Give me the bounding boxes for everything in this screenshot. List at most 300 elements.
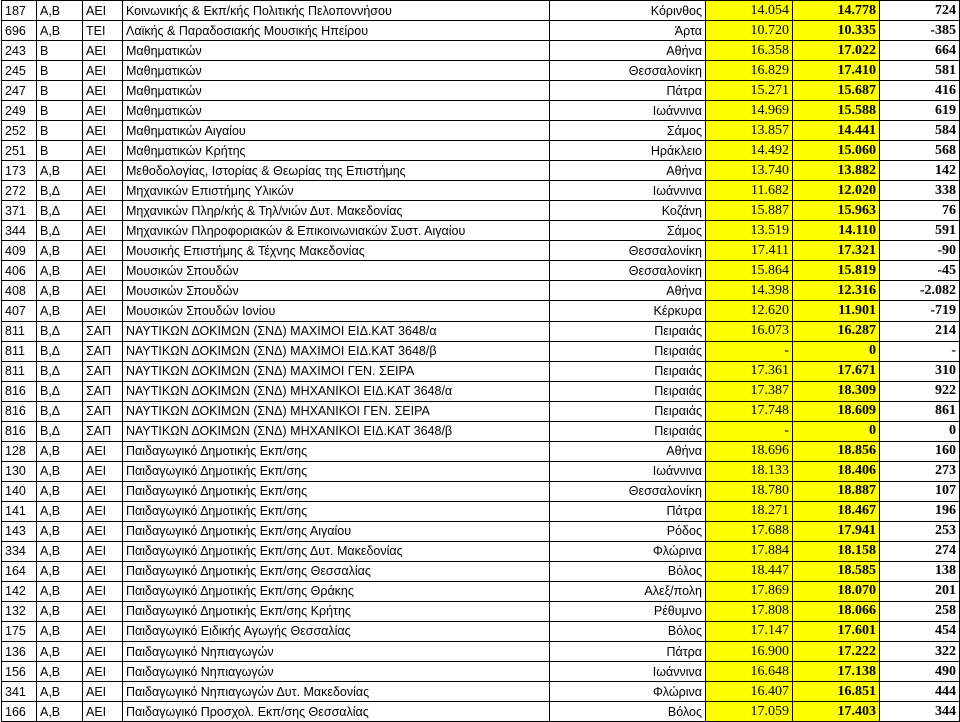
code-cell: 406 [2,261,37,281]
score-difference-cell: 160 [880,441,960,461]
score-difference-cell: 490 [880,662,960,682]
score-difference-cell: 922 [880,381,960,401]
base-score-current-cell: 17.403 [793,702,880,722]
city-cell: Ιωάννινα [550,662,706,682]
score-difference-cell: 214 [880,321,960,341]
base-score-current-cell: 18.158 [793,541,880,561]
group-cell: Α,Β [37,682,83,702]
table-row [2,481,960,501]
base-score-previous-cell: 18.271 [706,501,793,521]
institution-type-cell: ΤΕΙ [83,21,123,41]
department-cell: Κοινωνικής & Εκπ/κής Πολιτικής Πελοποννήσου [123,1,550,21]
code-cell: 243 [2,41,37,61]
score-difference-cell: 584 [880,121,960,141]
group-cell: Α,Β [37,301,83,321]
department-cell: Μαθηματικών [123,41,550,61]
code-cell: 245 [2,61,37,81]
score-difference-cell: 76 [880,201,960,221]
score-difference-cell: 568 [880,141,960,161]
code-cell: 811 [2,321,37,341]
institution-type-cell: ΑΕΙ [83,61,123,81]
city-cell: Πάτρα [550,81,706,101]
department-cell: ΝΑΥΤΙΚΩΝ ΔΟΚΙΜΩΝ (ΣΝΔ) ΜΗΧΑΝΙΚΟΙ ΕΙΔ.ΚΑΤ 3648/α [123,381,550,401]
city-cell: Αθήνα [550,41,706,61]
table-row [2,561,960,581]
institution-type-cell: ΑΕΙ [83,281,123,301]
city-cell: Ιωάννινα [550,181,706,201]
group-cell: Α,Β [37,241,83,261]
institution-type-cell: ΑΕΙ [83,241,123,261]
group-cell: Β,Δ [37,321,83,341]
group-cell: Α,Β [37,642,83,662]
city-cell: Ρόδος [550,521,706,541]
city-cell: Κέρκυρα [550,301,706,321]
city-cell: Ιωάννινα [550,101,706,121]
department-cell: ΝΑΥΤΙΚΩΝ ΔΟΚΙΜΩΝ (ΣΝΔ) ΜΗΧΑΝΙΚΟΙ ΓΕΝ. ΣΕΙΡΑ [123,401,550,421]
table-row [2,501,960,521]
base-score-previous-cell: 16.900 [706,642,793,662]
base-score-previous-cell: 10.720 [706,21,793,41]
table-row [2,361,960,381]
institution-type-cell: ΑΕΙ [83,41,123,61]
base-score-previous-cell: 17.808 [706,601,793,621]
table-row [2,181,960,201]
group-cell: Α,Β [37,702,83,722]
city-cell: Βόλος [550,561,706,581]
department-cell: Παιδαγωγικό Νηπιαγωγών [123,662,550,682]
institution-type-cell: ΑΕΙ [83,161,123,181]
code-cell: 173 [2,161,37,181]
institution-type-cell: ΑΕΙ [83,521,123,541]
table-row [2,261,960,281]
table-row [2,241,960,261]
institution-type-cell: ΑΕΙ [83,1,123,21]
city-cell: Αθήνα [550,161,706,181]
table-row [2,381,960,401]
base-score-current-cell: 0 [793,341,880,361]
code-cell: 156 [2,662,37,682]
group-cell: Α,Β [37,441,83,461]
department-cell: Μουσικής Επιστήμης & Τέχνης Μακεδονίας [123,241,550,261]
department-cell: Παιδαγωγικό Νηπιαγωγών Δυτ. Μακεδονίας [123,682,550,702]
base-score-current-cell: 18.467 [793,501,880,521]
group-cell: Α,Β [37,261,83,281]
base-score-previous-cell: 16.073 [706,321,793,341]
group-cell: Α,Β [37,281,83,301]
institution-type-cell: ΑΕΙ [83,141,123,161]
base-score-previous-cell: 17.387 [706,381,793,401]
institution-type-cell: ΑΕΙ [83,662,123,682]
score-difference-cell: 273 [880,461,960,481]
institution-type-cell: ΑΕΙ [83,601,123,621]
table-row [2,682,960,702]
score-difference-cell: 454 [880,621,960,641]
code-cell: 811 [2,361,37,381]
base-score-previous-cell: 18.780 [706,481,793,501]
city-cell: Πειραιάς [550,341,706,361]
city-cell: Πάτρα [550,501,706,521]
code-cell: 407 [2,301,37,321]
group-cell: Α,Β [37,662,83,682]
table-row [2,61,960,81]
base-score-current-cell: 18.856 [793,441,880,461]
city-cell: Ηράκλειο [550,141,706,161]
department-cell: Μαθηματικών Αιγαίου [123,121,550,141]
department-cell: ΝΑΥΤΙΚΩΝ ΔΟΚΙΜΩΝ (ΣΝΔ) ΜΗΧΑΝΙΚΟΙ ΕΙΔ.ΚΑΤ 3648/β [123,421,550,441]
base-score-current-cell: 18.309 [793,381,880,401]
institution-type-cell: ΑΕΙ [83,481,123,501]
table-row [2,221,960,241]
department-cell: Παιδαγωγικό Νηπιαγωγών [123,642,550,662]
score-difference-cell: 107 [880,481,960,501]
score-difference-cell: 322 [880,642,960,662]
group-cell: Β,Δ [37,341,83,361]
base-score-current-cell: 18.066 [793,601,880,621]
code-cell: 344 [2,221,37,241]
base-score-current-cell: 17.941 [793,521,880,541]
base-score-current-cell: 15.819 [793,261,880,281]
institution-type-cell: ΑΕΙ [83,581,123,601]
score-difference-cell: 861 [880,401,960,421]
base-score-previous-cell: 13.740 [706,161,793,181]
base-score-previous-cell: 14.054 [706,1,793,21]
department-cell: Μαθηματικών [123,101,550,121]
code-cell: 816 [2,381,37,401]
base-score-previous-cell: 13.857 [706,121,793,141]
table-row [2,121,960,141]
table-row [2,321,960,341]
base-score-current-cell: 15.687 [793,81,880,101]
score-difference-cell: 253 [880,521,960,541]
city-cell: Πειραιάς [550,321,706,341]
base-score-previous-cell: 15.864 [706,261,793,281]
city-cell: Αλεξ/πολη [550,581,706,601]
base-score-previous-cell: 16.648 [706,662,793,682]
base-score-previous-cell: 17.059 [706,702,793,722]
base-score-previous-cell: 17.361 [706,361,793,381]
city-cell: Κόρινθος [550,1,706,21]
base-score-current-cell: 12.316 [793,281,880,301]
table-row [2,541,960,561]
group-cell: Α,Β [37,621,83,641]
score-difference-cell: 142 [880,161,960,181]
institution-type-cell: ΑΕΙ [83,301,123,321]
department-cell: Παιδαγωγικό Δημοτικής Εκπ/σης [123,441,550,461]
table-row [2,281,960,301]
institution-type-cell: ΑΕΙ [83,561,123,581]
department-cell: Παιδαγωγικό Δημοτικής Εκπ/σης Κρήτης [123,601,550,621]
department-cell[interactable]: Μηχανικών Επιστήμης Υλικών [123,181,550,201]
base-score-previous-cell: 14.492 [706,141,793,161]
group-cell: Β,Δ [37,181,83,201]
department-cell: Λαϊκής & Παραδοσιακής Μουσικής Ηπείρου [123,21,550,41]
base-score-previous-cell: 18.447 [706,561,793,581]
code-cell: 816 [2,401,37,421]
table-row [2,201,960,221]
department-cell: Μηχανικών Πληροφοριακών & Επικοινωνιακών Συστ. Αιγαίου [123,221,550,241]
department-cell: Παιδαγωγικό Δημοτικής Εκπ/σης [123,501,550,521]
institution-type-cell: ΣΑΠ [83,381,123,401]
table-row [2,662,960,682]
city-cell: Σάμος [550,221,706,241]
code-cell: 136 [2,642,37,662]
city-cell: Φλώρινα [550,541,706,561]
city-cell: Πάτρα [550,642,706,662]
base-score-previous-cell: 11.682 [706,181,793,201]
code-cell: 175 [2,621,37,641]
institution-type-cell: ΣΑΠ [83,321,123,341]
base-score-current-cell: 12.020 [793,181,880,201]
table-row [2,642,960,662]
score-difference-cell: -2.082 [880,281,960,301]
base-score-previous-cell: 17.869 [706,581,793,601]
city-cell: Πειραιάς [550,421,706,441]
department-cell: Μουσικών Σπουδών [123,261,550,281]
city-cell: Βόλος [550,702,706,722]
table-row [2,521,960,541]
base-score-previous-cell: - [706,421,793,441]
base-score-previous-cell: 17.884 [706,541,793,561]
department-cell: ΝΑΥΤΙΚΩΝ ΔΟΚΙΜΩΝ (ΣΝΔ) ΜΑΧΙΜΟΙ ΕΙΔ.ΚΑΤ 3648/α [123,321,550,341]
table-row [2,101,960,121]
city-cell: Πειραιάς [550,401,706,421]
score-difference-cell: 664 [880,41,960,61]
city-cell: Αθήνα [550,441,706,461]
base-score-current-cell: 16.851 [793,682,880,702]
code-cell: 247 [2,81,37,101]
group-cell: Α,Β [37,21,83,41]
group-cell: Α,Β [37,561,83,581]
table-row [2,621,960,641]
institution-type-cell: ΑΕΙ [83,81,123,101]
institution-type-cell: ΑΕΙ [83,221,123,241]
base-score-current-cell: 17.410 [793,61,880,81]
city-cell: Σάμος [550,121,706,141]
code-cell: 130 [2,461,37,481]
department-cell: Μαθηματικών [123,81,550,101]
group-cell: Α,Β [37,521,83,541]
group-cell: Β,Δ [37,381,83,401]
city-cell: Κοζάνη [550,201,706,221]
code-cell: 334 [2,541,37,561]
city-cell: Πειραιάς [550,361,706,381]
institution-type-cell: ΑΕΙ [83,181,123,201]
institution-type-cell: ΑΕΙ [83,642,123,662]
department-cell: Παιδαγωγικό Δημοτικής Εκπ/σης Αιγαίου [123,521,550,541]
code-cell: 371 [2,201,37,221]
base-score-current-cell: 0 [793,421,880,441]
base-score-previous-cell: 16.829 [706,61,793,81]
city-cell: Θεσσαλονίκη [550,261,706,281]
base-score-previous-cell: 17.411 [706,241,793,261]
institution-type-cell: ΑΕΙ [83,682,123,702]
table-body [2,1,960,722]
score-difference-cell: 344 [880,702,960,722]
code-cell: 696 [2,21,37,41]
code-cell: 164 [2,561,37,581]
table-row [2,141,960,161]
base-score-previous-cell: 18.696 [706,441,793,461]
group-cell: Α,Β [37,461,83,481]
group-cell: Α,Β [37,161,83,181]
table-row [2,21,960,41]
score-difference-cell: 310 [880,361,960,381]
code-cell: 142 [2,581,37,601]
group-cell: Β [37,61,83,81]
table-row [2,581,960,601]
code-cell: 341 [2,682,37,702]
base-score-previous-cell: 18.133 [706,461,793,481]
score-difference-cell: -45 [880,261,960,281]
code-cell: 408 [2,281,37,301]
base-score-previous-cell: 15.887 [706,201,793,221]
institution-type-cell: ΑΕΙ [83,461,123,481]
city-cell: Θεσσαλονίκη [550,241,706,261]
table-row [2,41,960,61]
base-score-current-cell: 14.778 [793,1,880,21]
city-cell: Πειραιάς [550,381,706,401]
institution-type-cell: ΑΕΙ [83,441,123,461]
department-cell: Μαθηματικών Κρήτης [123,141,550,161]
institution-type-cell: ΑΕΙ [83,201,123,221]
table-row [2,421,960,441]
group-cell: Α,Β [37,601,83,621]
city-cell: Φλώρινα [550,682,706,702]
department-cell: Μουσικών Σπουδών [123,281,550,301]
score-difference-cell: 581 [880,61,960,81]
table-row [2,161,960,181]
base-score-current-cell: 16.287 [793,321,880,341]
score-difference-cell: - [880,341,960,361]
base-score-current-cell: 14.441 [793,121,880,141]
code-cell: 132 [2,601,37,621]
table-row [2,301,960,321]
base-score-previous-cell: 15.271 [706,81,793,101]
city-cell: Βόλος [550,621,706,641]
code-cell: 249 [2,101,37,121]
group-cell: Α,Β [37,1,83,21]
score-difference-cell: 619 [880,101,960,121]
department-cell: Παιδαγωγικό Προσχολ. Εκπ/σης Θεσσαλίας [123,702,550,722]
base-score-previous-cell: 17.688 [706,521,793,541]
group-cell: Α,Β [37,501,83,521]
base-score-previous-cell: 17.748 [706,401,793,421]
base-score-current-cell: 18.070 [793,581,880,601]
institution-type-cell: ΑΕΙ [83,702,123,722]
group-cell: Β,Δ [37,401,83,421]
base-score-current-cell: 18.887 [793,481,880,501]
institution-type-cell: ΣΑΠ [83,421,123,441]
base-score-current-cell: 18.406 [793,461,880,481]
code-cell: 816 [2,421,37,441]
base-score-current-cell: 15.963 [793,201,880,221]
group-cell: Α,Β [37,581,83,601]
score-difference-cell: -385 [880,21,960,41]
score-difference-cell: 274 [880,541,960,561]
base-score-current-cell: 17.671 [793,361,880,381]
department-cell: Μουσικών Σπουδών Ιονίου [123,301,550,321]
table-row [2,461,960,481]
score-difference-cell: 138 [880,561,960,581]
base-score-previous-cell: 17.147 [706,621,793,641]
group-cell: Β [37,101,83,121]
department-cell: ΝΑΥΤΙΚΩΝ ΔΟΚΙΜΩΝ (ΣΝΔ) ΜΑΧΙΜΟΙ ΕΙΔ.ΚΑΤ 3648/β [123,341,550,361]
code-cell: 143 [2,521,37,541]
base-score-previous-cell: - [706,341,793,361]
base-score-current-cell: 17.601 [793,621,880,641]
table-row [2,401,960,421]
group-cell: Β,Δ [37,421,83,441]
code-cell: 141 [2,501,37,521]
base-score-current-cell: 13.882 [793,161,880,181]
group-cell: Β,Δ [37,201,83,221]
code-cell: 187 [2,1,37,21]
score-difference-cell: -719 [880,301,960,321]
department-cell: Παιδαγωγικό Δημοτικής Εκπ/σης Δυτ. Μακεδονίας [123,541,550,561]
base-score-previous-cell: 14.969 [706,101,793,121]
code-cell: 140 [2,481,37,501]
group-cell: Α,Β [37,481,83,501]
table-row [2,81,960,101]
institution-type-cell: ΑΕΙ [83,501,123,521]
base-score-current-cell: 17.138 [793,662,880,682]
score-difference-cell: 0 [880,421,960,441]
institution-type-cell: ΣΑΠ [83,361,123,381]
department-cell: Παιδαγωγικό Ειδικής Αγωγής Θεσσαλίας [123,621,550,641]
table-row [2,341,960,361]
department-cell: Παιδαγωγικό Δημοτικής Εκπ/σης Θεσσαλίας [123,561,550,581]
base-score-current-cell: 17.022 [793,41,880,61]
group-cell: Β,Δ [37,361,83,381]
institution-type-cell: ΑΕΙ [83,261,123,281]
department-cell: Μηχανικών Πληρ/κής & Τηλ/νιών Δυτ. Μακεδονίας [123,201,550,221]
score-difference-cell: 201 [880,581,960,601]
score-difference-cell: 258 [880,601,960,621]
score-difference-cell: 591 [880,221,960,241]
base-score-current-cell: 11.901 [793,301,880,321]
table-row [2,601,960,621]
city-cell: Θεσσαλονίκη [550,481,706,501]
group-cell: Β [37,121,83,141]
base-score-current-cell: 15.588 [793,101,880,121]
table-row [2,702,960,722]
institution-type-cell: ΣΑΠ [83,401,123,421]
department-cell: Μαθηματικών [123,61,550,81]
table-row [2,441,960,461]
base-score-current-cell: 15.060 [793,141,880,161]
code-cell: 251 [2,141,37,161]
base-score-current-cell: 10.335 [793,21,880,41]
code-cell: 128 [2,441,37,461]
base-score-current-cell: 17.321 [793,241,880,261]
code-cell: 272 [2,181,37,201]
base-score-previous-cell: 12.620 [706,301,793,321]
code-cell: 252 [2,121,37,141]
base-score-previous-cell: 16.407 [706,682,793,702]
score-difference-cell: 338 [880,181,960,201]
group-cell: Β,Δ [37,221,83,241]
group-cell: Β [37,141,83,161]
score-difference-cell: 196 [880,501,960,521]
city-cell: Ρέθυμνο [550,601,706,621]
score-difference-cell: 416 [880,81,960,101]
admission-scores-table [1,0,960,722]
base-score-previous-cell: 14.398 [706,281,793,301]
group-cell: Β [37,81,83,101]
base-score-current-cell: 14.110 [793,221,880,241]
institution-type-cell: ΑΕΙ [83,541,123,561]
institution-type-cell: ΑΕΙ [83,621,123,641]
